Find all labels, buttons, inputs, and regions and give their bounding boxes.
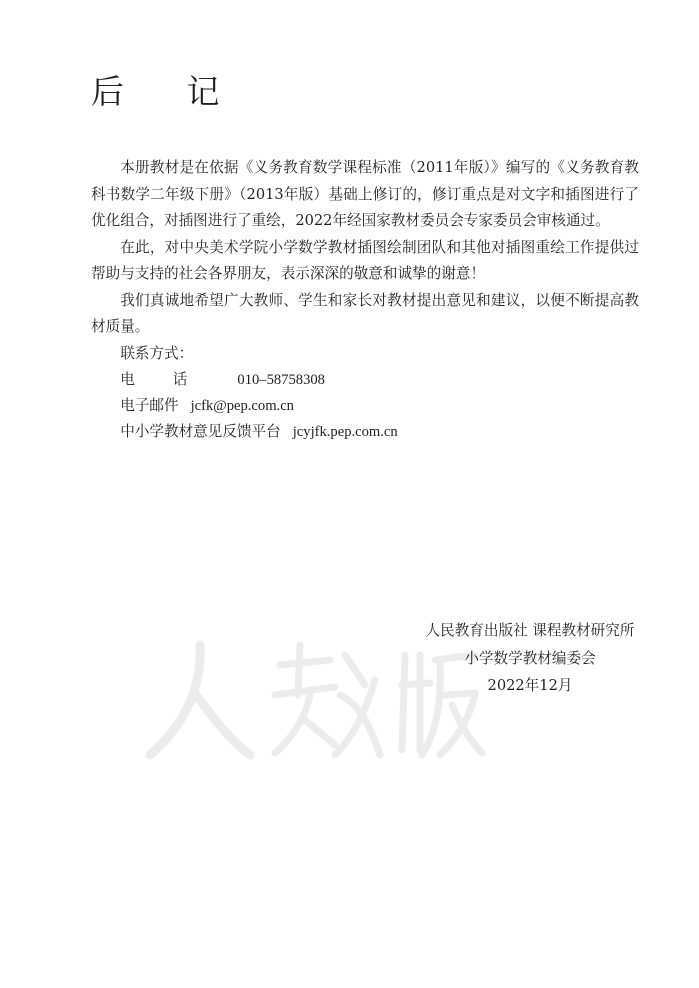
afterword-body <box>91 155 639 446</box>
email-label: 电子邮件 <box>120 397 179 415</box>
email-value: jcfk@pep.com.cn <box>190 398 294 415</box>
signoff-committee: 小学数学教材编委会 <box>464 649 596 667</box>
contact-phone-row <box>91 367 639 393</box>
paragraph-acknowledgement: 在此，对中央美术学院小学数学教材插图绘制团队和其他对插图重绘工作提供过帮助与支持的社会各界朋友，表示深深的敬意和诚挚的谢意！ <box>91 238 639 282</box>
paragraph-revision-note: 本册教材是在依据《义务教育数学课程标准（2011年版）》编写的《义务教育教科书数学二年级下册》（2013年版）基础上修订的，修订重点是对文字和插图进行了优化组合，对插图进行了重绘，2022年经国家教材委员会专家委员会审核通过。 <box>91 159 639 229</box>
signoff-block <box>380 617 680 700</box>
contact-platform-row <box>91 419 639 445</box>
contact-heading: 联系方式： <box>120 344 194 362</box>
phone-value: 010–58758308 <box>237 371 325 388</box>
platform-label: 中小学教材意见反馈平台 <box>120 423 281 441</box>
signoff-date: 2022年12月 <box>487 677 573 694</box>
page-title: 后 记 <box>91 72 246 111</box>
signoff-publisher: 人民教育出版社 课程教材研究所 <box>425 622 635 639</box>
contact-email-row <box>91 393 639 419</box>
paragraph-feedback-request: 我们真诚地希望广大教师、学生和家长对教材提出意见和建议，以便不断提高教材质量。 <box>91 291 639 335</box>
platform-value: jcyjfk.pep.com.cn <box>292 424 398 441</box>
phone-label: 电话 <box>120 370 226 388</box>
